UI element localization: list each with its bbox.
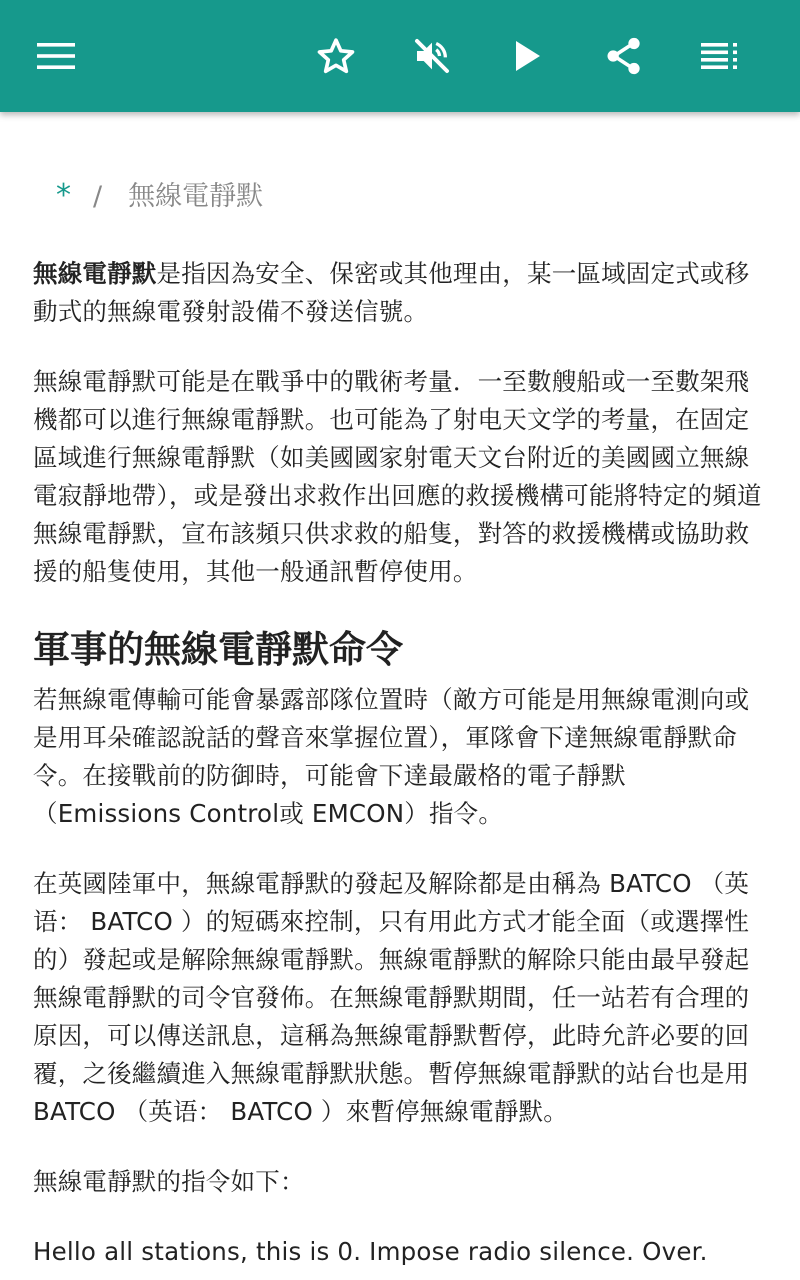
- app-toolbar: [0, 0, 800, 112]
- section-heading: 軍事的無線電靜默命令: [33, 628, 403, 671]
- paragraph-command-example: Hello all stations, this is 0. Impose radio silence. Over.: [33, 1237, 708, 1266]
- article-body: [33, 255, 768, 1280]
- intro-paragraph: [33, 255, 768, 331]
- play-button[interactable]: [498, 26, 558, 86]
- paragraph-military-order: 若無線電傳輸可能會暴露部隊位置時（敵方可能是用無線電測向或是用耳朵確認說話的聲音來掌握位置），軍隊會下達無線電靜默命令。在接戰前的防御時，可能會下達最嚴格的電子靜默（Emissions Control或 EMCON）指令。: [33, 685, 750, 828]
- star-icon: [315, 36, 357, 76]
- paragraph-british-army: 在英國陸軍中，無線電靜默的發起及解除都是由稱為 BATCO （英语： BATCO ）的短碼來控制，只有用此方式才能全面（或選擇性的）發起或是解除無線電靜默。無線電靜默的解除只能由最早發起無線電靜默的司令官發佈。在無線電靜默期間，任一站若有合理的原因，可以傳送訊息，這稱為無線電靜默暫停，此時允許必要的回覆，之後繼續進入無線電靜默狀態。暫停無線電靜默的站台也是用 BATCO （英语： BATCO ）來暫停無線電靜默。: [33, 869, 750, 1126]
- intro-term: 無線電靜默: [33, 259, 157, 288]
- volume-off-icon: [412, 36, 452, 76]
- breadcrumb-current: 無線電靜默: [128, 181, 264, 212]
- intro-text: 是指因為安全、保密或其他理由，某一區域固定式或移動式的無線電發射設備不發送信號。: [33, 259, 750, 326]
- mute-button[interactable]: [402, 26, 462, 86]
- play-icon: [514, 40, 542, 72]
- paragraph-tactical: 無線電靜默可能是在戰爭中的戰術考量．一至數艘船或一至數架飛機都可以進行無線電靜默。也可能為了射电天文学的考量，在固定區域進行無線電靜默（如美國國家射電天文台附近的美國國立無線電寂靜地帶），或是發出求救作出回應的救援機構可能將特定的頻道無線電靜默，宣布該頻只供求救的船隻，對答的救援機構或協助救援的船隻使用，其他一般通訊暫停使用。: [33, 367, 762, 586]
- paragraph-commands-intro: 無線電靜默的指令如下：: [33, 1167, 305, 1196]
- favorite-button[interactable]: [306, 26, 366, 86]
- breadcrumb-separator: /: [93, 181, 103, 212]
- article-content: [0, 112, 800, 1280]
- share-icon: [604, 36, 644, 76]
- breadcrumb-home-link[interactable]: *: [56, 178, 71, 213]
- menu-button[interactable]: [26, 26, 86, 86]
- playlist-button[interactable]: [690, 26, 750, 86]
- breadcrumb: [56, 176, 263, 217]
- playlist-icon: [701, 43, 739, 69]
- menu-icon: [37, 43, 75, 69]
- share-button[interactable]: [594, 26, 654, 86]
